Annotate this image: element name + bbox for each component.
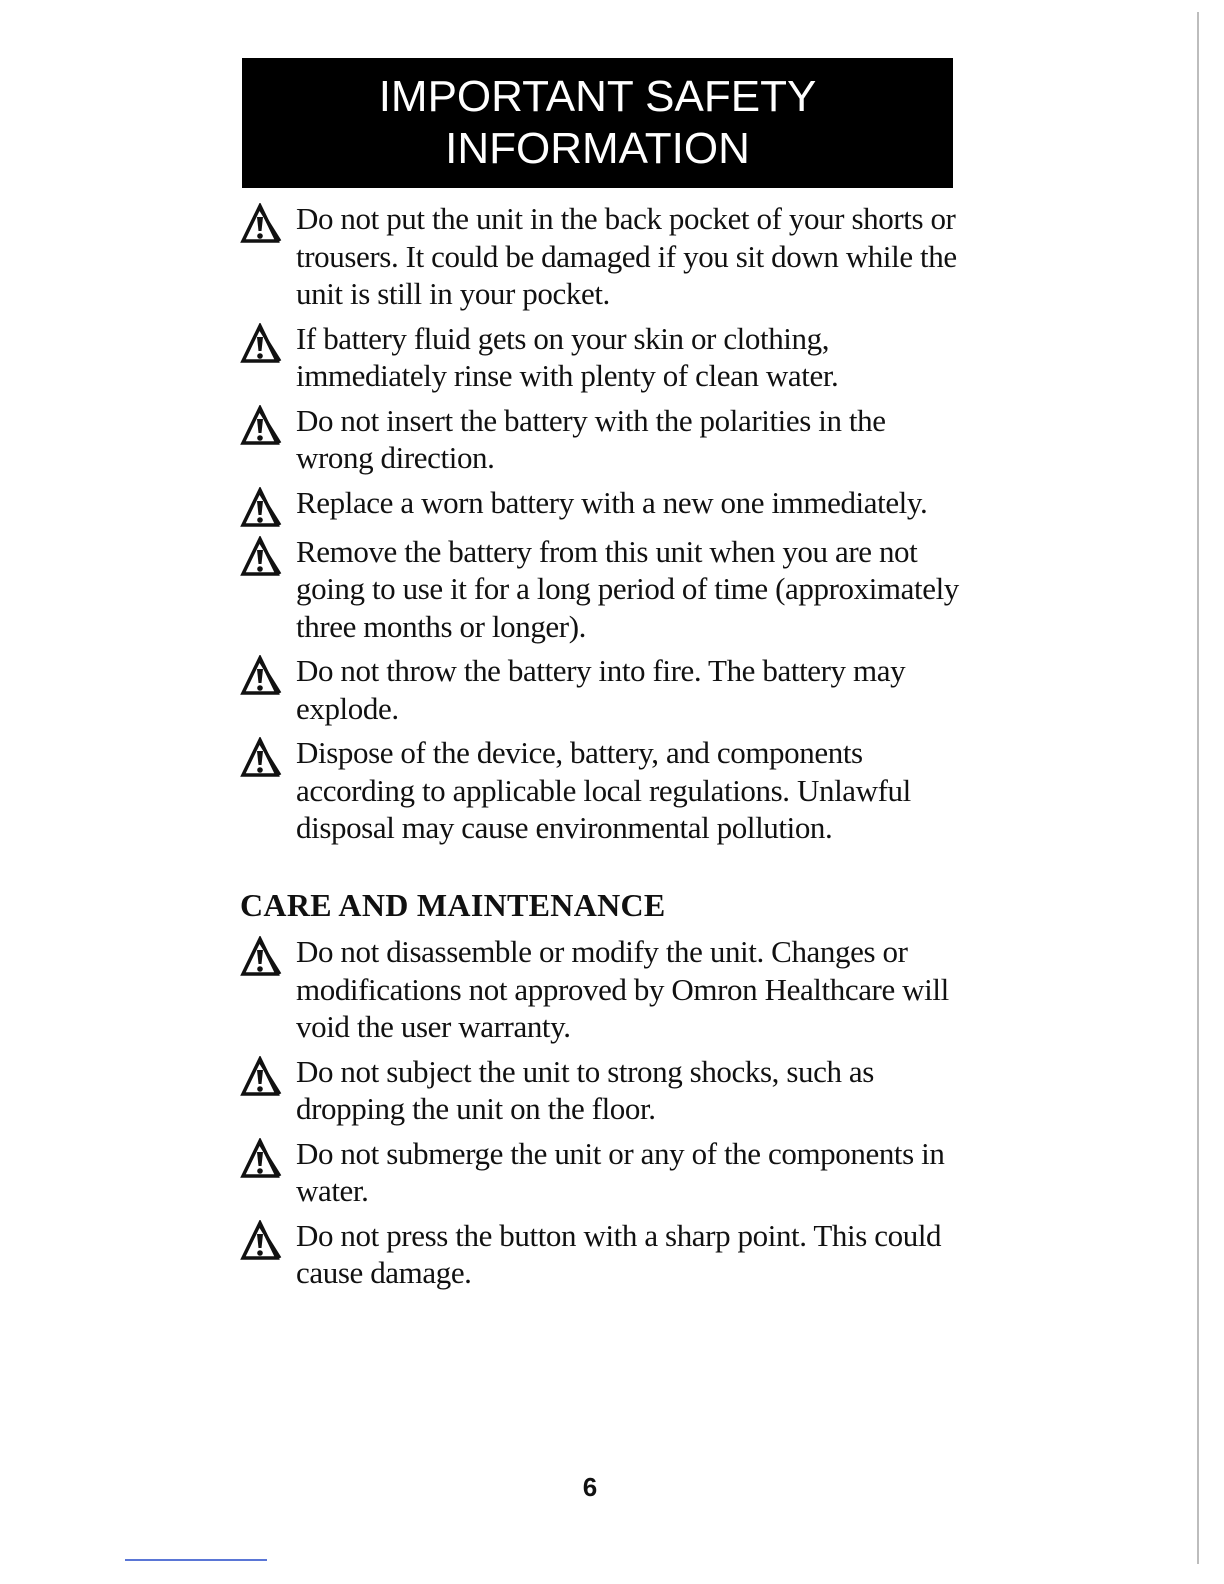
warning-text: Do not submerge the unit or any of the components in water. [296, 1135, 945, 1208]
warning-item [240, 533, 960, 646]
warning-item [240, 933, 960, 1046]
bottom-rule [125, 1559, 267, 1561]
warning-text: Do not disassemble or modify the unit. Changes or modifications not approved by Omron Healthcare will void the user warranty. [296, 934, 949, 1044]
title-banner [242, 58, 953, 188]
warning-triangle-icon [240, 200, 296, 242]
warning-text: Do not press the button with a sharp point. This could cause damage. [296, 1217, 942, 1290]
page-number: 6 [582, 1472, 598, 1502]
warning-item [240, 1053, 960, 1128]
warning-text: If battery fluid gets on your skin or clothing, immediately rinse with plenty of clean water. [296, 320, 839, 393]
warning-triangle-icon [240, 1217, 296, 1259]
warning-triangle-icon [240, 652, 296, 694]
warning-item [240, 652, 960, 727]
warning-triangle-icon [240, 484, 296, 526]
warning-text: Remove the battery from this unit when you are not going to use it for a long period of time (approximately three months or longer). [296, 533, 959, 644]
warning-text: Do not throw the battery into fire. The battery may explode. [296, 653, 906, 726]
section-heading-care: CARE AND MAINTENANCE [240, 887, 666, 923]
warning-triangle-icon [240, 533, 296, 575]
warning-item [240, 320, 960, 395]
warning-triangle-icon [240, 320, 296, 362]
warning-triangle-icon [240, 933, 296, 975]
warning-triangle-icon [240, 734, 296, 776]
safety-warning-list [240, 200, 960, 854]
warning-item [240, 1217, 960, 1292]
warning-item [240, 402, 960, 477]
warning-text: Do not subject the unit to strong shocks, such as dropping the unit on the floor. [296, 1053, 874, 1126]
warning-text: Replace a worn battery with a new one immediately. [296, 484, 928, 520]
warning-text: Do not put the unit in the back pocket of your shorts or trousers. It could be damaged if you sit down while the unit is still in your pocket. [296, 201, 957, 311]
warning-triangle-icon [240, 402, 296, 444]
warning-triangle-icon [240, 1053, 296, 1095]
warning-item [240, 1135, 960, 1210]
title-line-1: IMPORTANT SAFETY [378, 72, 817, 121]
warning-item [240, 734, 960, 847]
warning-text: Dispose of the device, battery, and components according to applicable local regulations. Unlawful disposal may cause environmental pollution. [296, 735, 911, 845]
title-line-2: INFORMATION [445, 124, 750, 173]
warning-text: Do not insert the battery with the polarities in the wrong direction. [296, 402, 886, 475]
warning-item [240, 200, 960, 313]
care-warning-list [240, 933, 960, 1299]
warning-triangle-icon [240, 1135, 296, 1177]
page-edge-rule [1197, 12, 1199, 1564]
warning-item [240, 484, 960, 526]
